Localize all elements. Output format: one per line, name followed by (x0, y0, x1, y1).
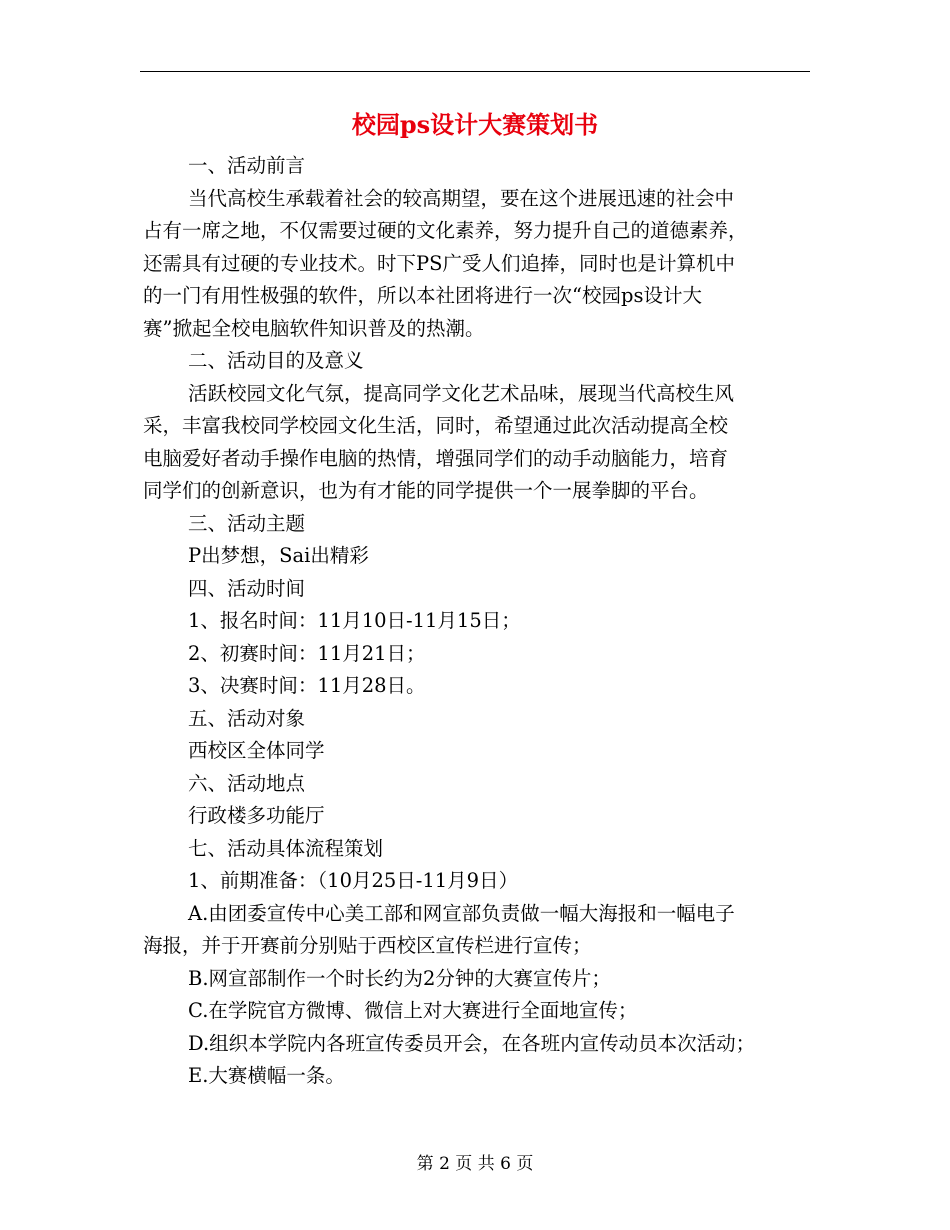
paragraph-line: 五、活动对象 (188, 706, 306, 730)
paragraph-line: 的一门有用性极强的软件，所以本社团将进行一次“校园ps设计大 (143, 284, 702, 307)
paragraph-line: 1、报名时间：11月10日-11月15日； (188, 609, 521, 632)
paragraph-line: 占有一席之地，不仅需要过硬的文化素养，努力提升自己的道德素养， (143, 219, 748, 242)
paragraph-line: P出梦想，Sai出精彩 (188, 544, 369, 567)
paragraph-line: 西校区全体同学 (188, 739, 325, 762)
document-title: 校园ps设计大赛策划书 (351, 110, 599, 139)
paragraph-line: 1、前期准备：（10月25日-11月9日） (188, 869, 519, 892)
paragraph-line: 七、活动具体流程策划 (188, 836, 384, 860)
paragraph-line: 同学们的创新意识，也为有才能的同学提供一个一展拳脚的平台。 (143, 479, 709, 502)
paragraph-line: 2、初赛时间：11月21日； (188, 641, 426, 665)
paragraph-line: 三、活动主题 (188, 511, 306, 535)
page-footer: 第 2 页 共 6 页 (416, 1154, 534, 1174)
paragraph-line: 行政楼多功能厅 (188, 804, 325, 827)
paragraph-line: E.大赛横幅一条。 (188, 1064, 345, 1087)
paragraph-line: A.由团委宣传中心美工部和网宣部负责做一幅大海报和一幅电子 (188, 901, 735, 925)
document-body (143, 150, 808, 1093)
paragraph-line: 海报，并于开赛前分别贴于西校区宣传栏进行宣传； (143, 934, 592, 957)
paragraph-line: 活跃校园文化气氛，提高同学文化艺术品味，展现当代高校生风 (188, 381, 735, 405)
header-rule (140, 71, 810, 72)
paragraph-line: D.组织本学院内各班宣传委员开会，在各班内宣传动员本次活动； (188, 1031, 756, 1055)
paragraph-line: 电脑爱好者动手操作电脑的热情，增强同学们的动手动脑能力，培育 (143, 446, 729, 470)
paragraph-line: 采，丰富我校同学校园文化生活，同时，希望通过此次活动提高全校 (143, 414, 729, 437)
paragraph-line: 3、决赛时间：11月28日。 (188, 674, 426, 697)
paragraph-line: 还需具有过硬的专业技术。时下PS广受人们追捧，同时也是计算机中 (143, 251, 735, 275)
paragraph-line: C.在学院官方微博、微信上对大赛进行全面地宣传； (188, 999, 638, 1022)
paragraph-line: 赛”掀起全校电脑软件知识普及的热潮。 (143, 316, 485, 340)
paragraph-line: 一、活动前言 (188, 154, 306, 177)
paragraph-line: B.网宣部制作一个时长约为2分钟的大赛宣传片； (188, 966, 611, 990)
paragraph-line: 四、活动时间 (188, 576, 306, 600)
paragraph-line: 二、活动目的及意义 (188, 349, 364, 372)
paragraph-line: 当代高校生承载着社会的较高期望，要在这个进展迅速的社会中 (188, 186, 735, 210)
paragraph-line: 六、活动地点 (188, 771, 306, 795)
